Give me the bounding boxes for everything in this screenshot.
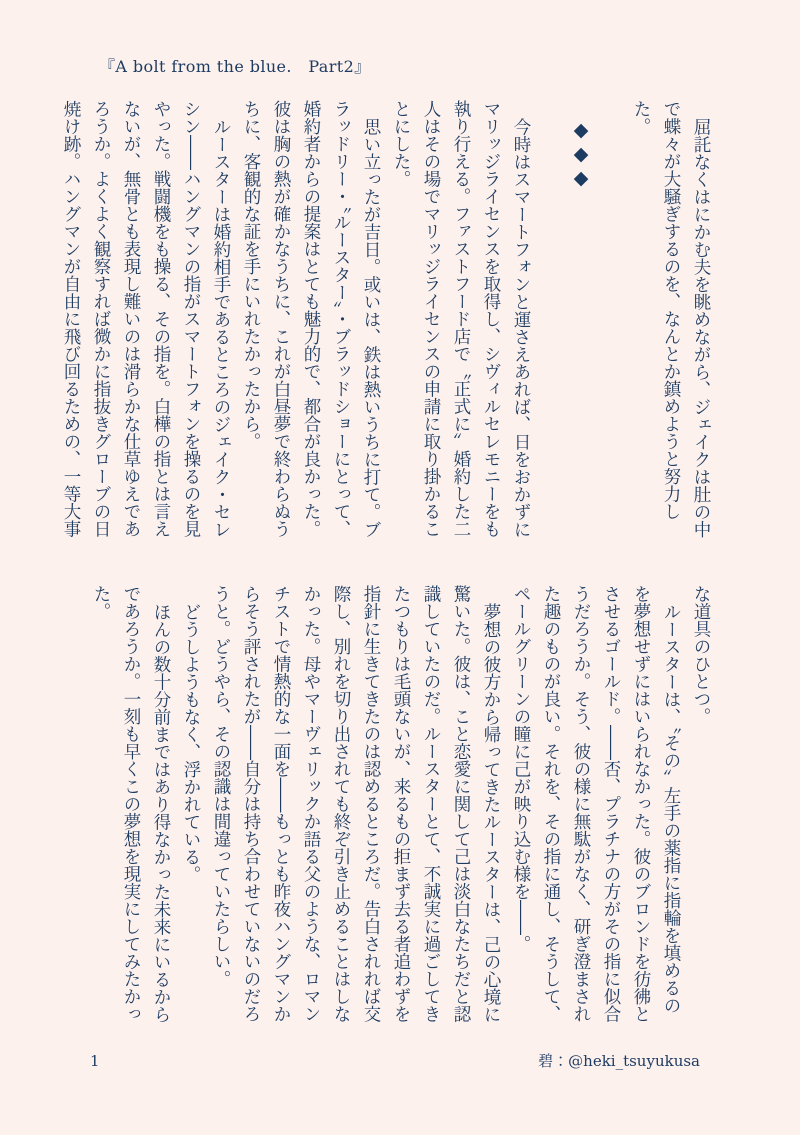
section-separator-diamonds-icon: ◆◆◆ bbox=[570, 119, 592, 191]
paragraph-1: 屈託なくはにかむ夫を眺めながら、ジェイクは肚の中で蝶々が大騒ぎするのを、なんとか鎮めようと努力した。 bbox=[631, 100, 711, 538]
author-credit: 碧：@heki_tsuyukusa bbox=[538, 1052, 700, 1070]
paragraph-4: ルースターは婚約相手であるところのジェイク・セレシン――ハングマンの指がスマートフォンを操るのを見やった。戦闘機をも操る、その指を。白樺の指とは言えないが、無骨とも表現し難いのは滑らかな仕草ゆえであろうか。よくよく観察すれば微かに指抜きグローブの日焼け跡。ハングマンが自由に飛び回るための、一等大事 bbox=[61, 100, 231, 538]
paragraph-3: 思い立ったが吉日。或いは、鉄は熱いうちに打て。ブラッドリー・〝ルースター〟・ブラッドショーにとって、婚約者からの提案はとても魅力的で、都合が良かった。彼は胸の熱が確かなうちに、これが白昼夢で終わらぬうちに、客観的な証を手にいれたかったから。 bbox=[241, 100, 381, 538]
paragraph-8: ほんの数十分前まではあり得なかった未来にいるからであろうか。一刻も早くこの夢想を現実にしてみたかった。 bbox=[91, 585, 171, 1023]
bottom-text-band bbox=[86, 585, 716, 1025]
paragraph-6: 夢想の彼方から帰ってきたルースターは、己の心境に驚いた。彼は、こと恋愛に関して己は淡白なたちだと認識していたのだ。ルースターとて、不誠実に過ごしてきたつもりは毛頭ないが、来るもの拒まず去る者追わずを指針に生きてきたのは認めるところだ。告白されれば交際し、別れを切り出されても終ぞ引き止めることはしなかった。母やマーヴェリックか語る父のような、ロマンチストで情熱的な一面を――もっとも昨夜ハングマンからそう評されたが――自分は持ち合わせていないのだろうと。どうやら、その認識は間違っていたらしい。 bbox=[211, 585, 501, 1023]
page-number: 1 bbox=[90, 1052, 100, 1070]
top-text-band bbox=[56, 100, 716, 540]
page-title: 『A bolt from the blue. Part2』 bbox=[99, 57, 371, 76]
paragraph-5: ルースターは、〝その〟左手の薬指に指輪を填めるのを夢想せずにはいられなかった。彼のブロンドを彷彿とさせるゴールド。――否、プラチナの方がその指に似合うだろうか。そう、彼の様に無駄がなく、研ぎ澄まされた趣のものが良い。それを、その指に通し、そうして、ペールグリーンの瞳に己が映り込む様を――。 bbox=[511, 585, 681, 1023]
paragraph-2: 今時はスマートフォンと運さえあれば、日をおかずにマリッジライセンスを取得し、シヴィルセレモニーをも執り行える。ファストフード店で〝正式に〟婚約した二人はその場でマリッジライセンスの申請に取り掛かることにした。 bbox=[391, 100, 531, 538]
paragraph-4-continuation: な道具のひとつ。 bbox=[691, 585, 711, 725]
paragraph-7: どうしようもなく、浮かれている。 bbox=[181, 602, 201, 883]
